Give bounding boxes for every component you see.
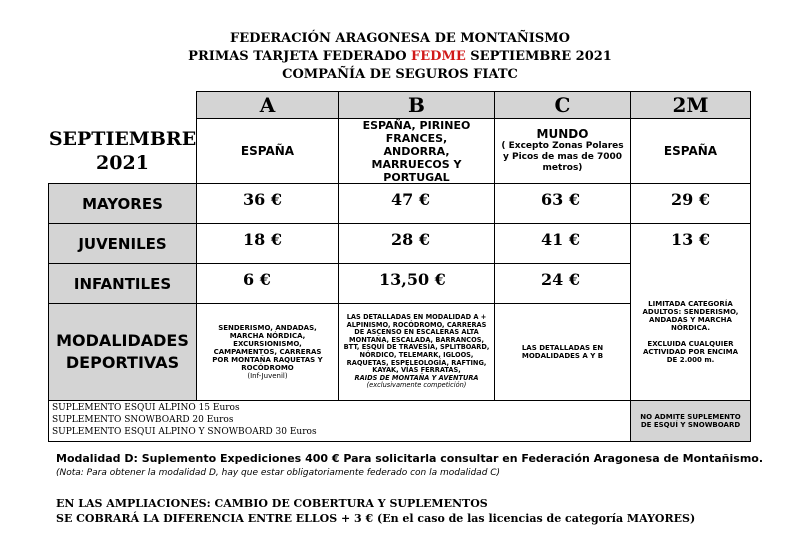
suplemento-esqui: SUPLEMENTO ESQUI ALPINO 15 Euros — [52, 403, 240, 413]
price-mayores-b: 47 € — [338, 183, 495, 224]
modalidad-b — [338, 303, 495, 401]
modalidad-d-text: Modalidad D: Suplemento Expediciones 400 € Para solicitarla consultar en Federación Aragonesa de Montañismo. — [56, 452, 764, 465]
row-label-modalidades: MODALIDADES DEPORTIVAS — [48, 303, 197, 401]
row-label-infantiles: INFANTILES — [48, 263, 197, 304]
region-c-note: ( Excepto Zonas Polares y Picos de mas de 7000 metros) — [501, 141, 624, 173]
m2-restriction-note — [630, 263, 751, 401]
modalidad-a — [196, 303, 339, 401]
col-header-c: C — [494, 91, 631, 119]
suplemento-snowboard: SUPLEMENTO SNOWBOARD 20 Euros — [52, 415, 234, 425]
price-juveniles-b: 28 € — [338, 223, 495, 264]
col-header-a: A — [196, 91, 339, 119]
ampliaciones-line-2: SE COBRARÁ LA DIFERENCIA ENTRE ELLOS + 3 € (En el caso de las licencias de categoría MAYORES) — [56, 512, 696, 525]
m2-note-1: LIMITADA CATEGORÍA ADULTOS: SENDERISMO, ANDADAS Y MARCHA NÓRDICA. — [642, 299, 739, 332]
row-label-mayores: MAYORES — [48, 183, 197, 224]
month-label: SEPTIEMBRE 2021 — [48, 128, 197, 174]
modalidad-c: LAS DETALLADAS EN MODALIDADES A Y B — [494, 303, 631, 401]
region-c-name: MUNDO — [536, 127, 589, 141]
price-infantiles-c: 24 € — [494, 263, 631, 304]
modalidad-b-italic: RAIDS DE MONTAÑA Y AVENTURA — [354, 373, 479, 382]
price-mayores-2m: 29 € — [630, 183, 751, 224]
col-header-2m: 2M — [630, 91, 751, 119]
modalidad-b-text: LAS DETALLADAS EN MODALIDAD A + ALPINISMO, ROCÓDROMO, CARRERAS DE ASCENSO EN ESCALERAS ALTA MONTAÑA, ESCALADA, BARRANCOS, BTT, ESQUÍ DE TRAVESÍA, SPLITBOARD, NÓRDICO, TELEMARK, IGLOOS, RAQUETAS, ESPELEOLOGÍA, RAFTING, KAYAK, VÍAS FERRATAS, — [343, 313, 490, 375]
row-label-juveniles: JUVENILES — [48, 223, 197, 264]
title-fedme: FEDME — [411, 49, 466, 64]
ampliaciones-line-1: EN LAS AMPLIACIONES: CAMBIO DE COBERTURA Y SUPLEMENTOS — [56, 497, 488, 510]
title-line-3: COMPAÑÍA DE SEGUROS FIATC — [282, 67, 518, 82]
title-post: SEPTIEMBRE 2021 — [465, 49, 612, 64]
suplementos-border — [48, 400, 631, 442]
price-infantiles-b: 13,50 € — [338, 263, 495, 304]
price-juveniles-a: 18 € — [196, 223, 339, 264]
region-b: ESPAÑA, PIRINEO FRANCES, ANDORRA, MARRUECOS Y PORTUGAL — [338, 118, 495, 184]
region-c — [494, 118, 631, 184]
m2-note-2: EXCLUIDA CUALQUIER ACTIVIDAD POR ENCIMA DE 2.000 m. — [642, 339, 739, 364]
col-header-b: B — [338, 91, 495, 119]
modalidad-d-line — [56, 452, 763, 465]
title-line-2 — [0, 49, 800, 64]
price-juveniles-c: 41 € — [494, 223, 631, 264]
title-line-1: FEDERACIÓN ARAGONESA DE MONTAÑISMO — [230, 31, 570, 46]
modalidad-a-sub: (Inf-Juvenil) — [247, 372, 288, 380]
price-infantiles-a: 6 € — [196, 263, 339, 304]
modalidad-a-text: SENDERISMO, ANDADAS, MARCHA NÓRDICA, EXCURSIONISMO, CAMPAMENTOS, CARRERAS POR MONTAÑA RAQUETAS Y ROCÓDROMO — [212, 324, 323, 372]
modalidad-b-sub: (exclusivamente competición) — [366, 381, 467, 390]
title-pre: PRIMAS TARJETA FEDERADO — [188, 49, 412, 64]
price-mayores-a: 36 € — [196, 183, 339, 224]
modalidad-d-note: (Nota: Para obtener la modalidad D, hay que estar obligatoriamente federado con la modalidad C) — [56, 468, 501, 478]
region-2m: ESPAÑA — [630, 118, 751, 184]
price-mayores-c: 63 € — [494, 183, 631, 224]
no-admite-note: NO ADMITE SUPLEMENTO DE ESQUÍ Y SNOWBOARD — [630, 400, 751, 442]
suplemento-ambos: SUPLEMENTO ESQUI ALPINO Y SNOWBOARD 30 Euros — [52, 427, 317, 437]
region-a: ESPAÑA — [196, 118, 339, 184]
price-juveniles-2m: 13 € — [630, 223, 751, 264]
